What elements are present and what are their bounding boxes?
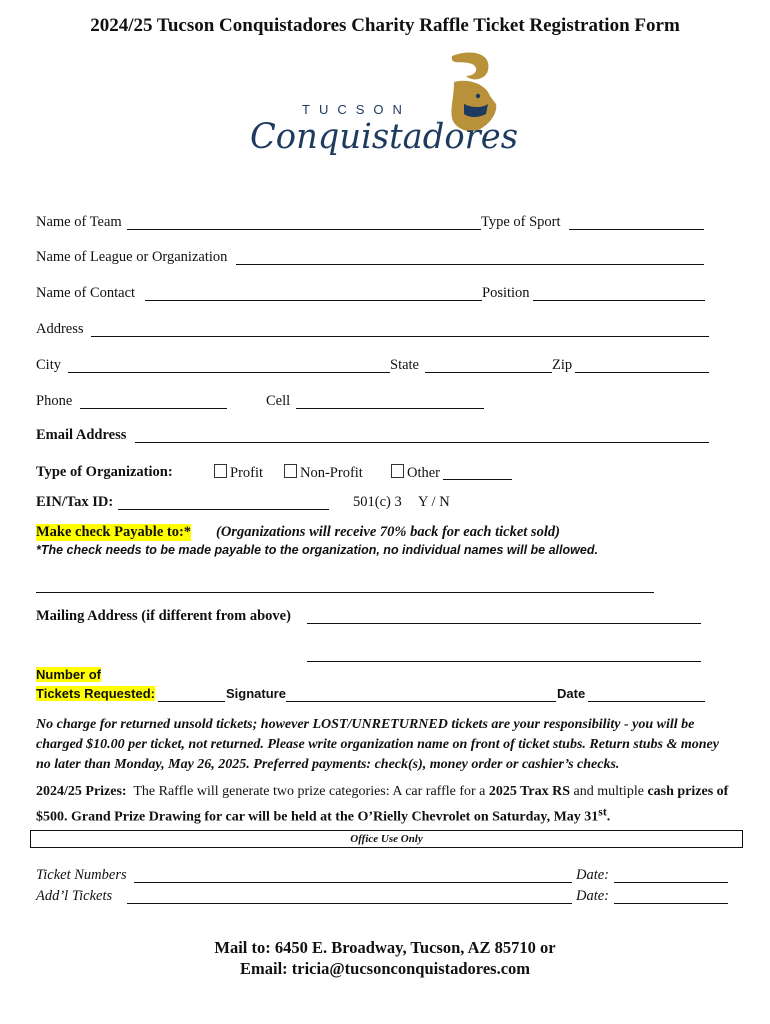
prizes-car: 2025 Trax RS <box>488 784 571 799</box>
prizes-sup: st <box>598 805 607 818</box>
nonprofit-checkbox[interactable] <box>284 464 297 478</box>
profit-checkbox[interactable] <box>214 464 227 478</box>
position-field[interactable] <box>533 300 705 301</box>
email-label: Email Address <box>36 427 127 443</box>
form-title: 2024/25 Tucson Conquistadores Charity Raffle Ticket Registration Form <box>90 15 680 36</box>
other-option[interactable] <box>391 464 440 482</box>
email-to-line[interactable]: Email: tricia@tucsonconquistadores.com <box>239 959 531 978</box>
team-label: Name of Team <box>36 214 122 230</box>
prizes-paragraph <box>36 782 736 828</box>
address-field[interactable] <box>91 336 709 337</box>
prizes-end: . <box>606 809 611 825</box>
tickets-label-line1: Number of <box>36 667 101 682</box>
profit-option[interactable] <box>214 464 263 482</box>
mail-to-line: Mail to: 6450 E. Broadway, Tucson, AZ 85710 or <box>214 938 556 957</box>
addl-tickets-field[interactable] <box>127 903 572 904</box>
signature-field[interactable] <box>286 701 556 702</box>
prizes-text1: The Raffle will generate two prize categories: A car raffle for a <box>133 784 489 799</box>
check-warning: *The check needs to be made payable to the organization, no individual names will be allowed. <box>36 543 598 557</box>
sport-field[interactable] <box>569 229 704 230</box>
city-field[interactable] <box>68 372 390 373</box>
email-field[interactable] <box>135 442 709 443</box>
cell-label: Cell <box>266 393 291 409</box>
nonprofit-label: Non-Profit <box>300 465 363 481</box>
position-label: Position <box>482 285 530 301</box>
league-field[interactable] <box>236 264 704 265</box>
cell-field[interactable] <box>296 408 484 409</box>
logo-line2: Conquistadores <box>250 117 518 157</box>
other-label: Other <box>407 465 441 481</box>
check-note: (Organizations will receive 70% back for each ticket sold) <box>216 524 560 540</box>
ticket-numbers-field[interactable] <box>134 882 572 883</box>
league-label: Name of League or Organization <box>36 249 228 265</box>
addl-tickets-date-label: Date: <box>576 888 610 904</box>
team-field[interactable] <box>127 229 481 230</box>
phone-label: Phone <box>36 393 73 409</box>
prizes-text2: and multiple <box>570 784 648 799</box>
tucson-conquistadores-logo <box>240 48 530 170</box>
mailing-field-1[interactable] <box>307 623 701 624</box>
addl-tickets-label: Add’l Tickets <box>36 888 113 904</box>
mailing-field-2[interactable] <box>307 661 701 662</box>
c3-label: 501(c) 3 <box>353 494 402 510</box>
office-use-box <box>30 830 743 848</box>
date-field[interactable] <box>588 701 705 702</box>
addl-tickets-date-field[interactable] <box>614 903 728 904</box>
office-heading: Office Use Only <box>350 833 423 845</box>
other-field[interactable] <box>443 479 512 480</box>
other-checkbox[interactable] <box>391 464 404 478</box>
nonprofit-option[interactable] <box>284 464 363 482</box>
ticket-numbers-date-field[interactable] <box>614 882 728 883</box>
signature-label: Signature <box>226 686 286 701</box>
zip-label: Zip <box>552 357 573 373</box>
tickets-requested-field[interactable] <box>158 701 225 702</box>
c3-yes-no[interactable]: Y / N <box>418 494 450 510</box>
address-label: Address <box>36 321 84 337</box>
state-field[interactable] <box>425 372 552 373</box>
ticket-numbers-date-label: Date: <box>576 867 610 883</box>
check-payable-label: Make check Payable to:* <box>36 524 192 540</box>
disclaimer: No charge for returned unsold tickets; however LOST/UNRETURNED tickets are your responsibility - you will be charged $10.00 per ticket, not returned. Please write organization name on front of ticket stubs. Return stubs & money no later than Monday, May 26, 2025. Preferred payments: check(s), money order or cashier’s checks. <box>36 717 719 772</box>
contact-field[interactable] <box>145 300 482 301</box>
sport-label: Type of Sport <box>481 214 561 230</box>
ticket-numbers-label: Ticket Numbers <box>36 867 127 883</box>
contact-label: Name of Contact <box>36 285 136 301</box>
mailing-label: Mailing Address (if different from above) <box>36 608 291 624</box>
zip-field[interactable] <box>575 372 709 373</box>
profit-label: Profit <box>230 465 264 481</box>
city-label: City <box>36 357 61 373</box>
ein-label: EIN/Tax ID: <box>36 494 114 510</box>
tickets-label-line2: Tickets Requested: <box>36 686 155 701</box>
prizes-cash: cash prizes of $500. Grand Prize Drawing for car will be held at the O’Rielly Chevrolet on Saturday, May 31 <box>36 784 729 825</box>
date-label: Date <box>557 686 586 701</box>
org-type-label: Type of Organization: <box>36 464 173 480</box>
state-label: State <box>390 357 419 373</box>
prizes-label: 2024/25 Prizes: <box>36 784 127 799</box>
payee-field[interactable] <box>36 592 654 593</box>
phone-field[interactable] <box>80 408 227 409</box>
ein-field[interactable] <box>118 509 329 510</box>
logo-line1: TUCSON <box>302 102 411 117</box>
